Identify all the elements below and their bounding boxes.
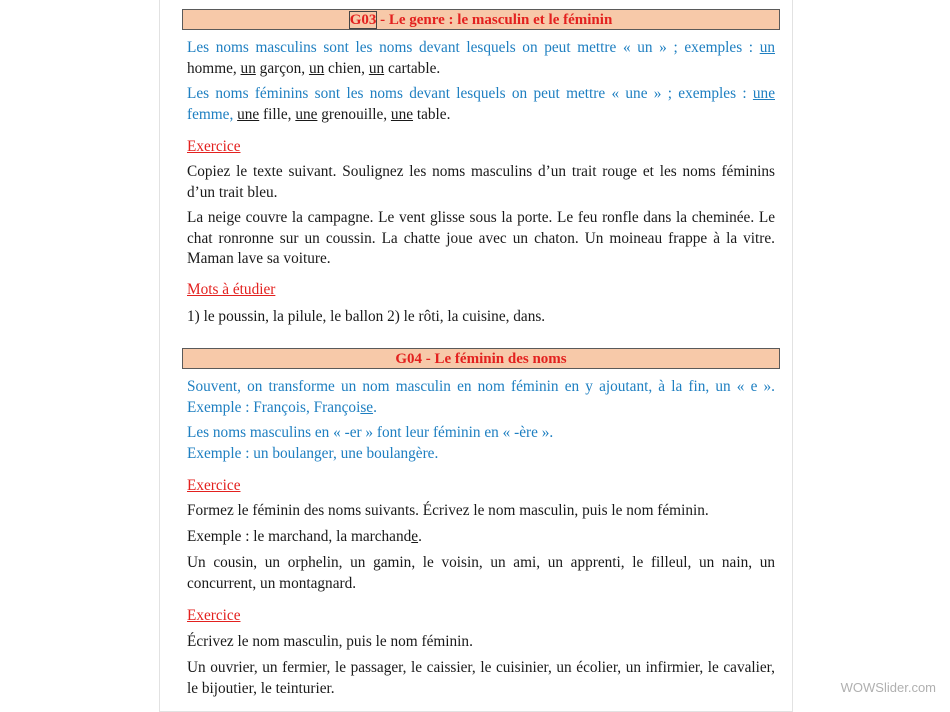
exercise2-label: Exercice xyxy=(187,607,241,624)
rule-feminine: Les noms féminins sont les noms devant lesquels on peut mettre « une » ; exemples : une femme, une fille, une grenouille, une table. xyxy=(187,85,775,123)
rule-add-e: Souvent, on transforme un nom masculin en nom féminin en y ajoutant, à la fin, un « e ». Exemple : François, Françoise. xyxy=(187,378,775,416)
exercise1-example: Exemple : le marchand, la marchande. xyxy=(187,528,422,545)
exercise1-list: Un cousin, un orphelin, un gamin, le voisin, un ami, un apprenti, le filleul, un nain, un concurrent, un montagnard. xyxy=(187,554,775,592)
words-list: 1) le poussin, la pilule, le ballon 2) le rôti, la cuisine, dans. xyxy=(187,308,546,325)
exercise2-list: Un ouvrier, un fermier, le passager, le caissier, le cuisinier, un écolier, un infirmier, le cavalier, le bijoutier, le teinturier. xyxy=(187,659,775,697)
watermark: WOWSlider.com xyxy=(840,680,936,695)
exercise2-instructions: Écrivez le nom masculin, puis le nom féminin. xyxy=(187,633,473,650)
exercise-text: La neige couvre la campagne. Le vent glisse sous la porte. Le feu ronfle dans la cheminée. Le chat ronronne sur un coussin. La chatte joue avec un chaton. Un moineau frappe à la vitre. Maman lave sa voiture. xyxy=(187,209,775,267)
exercise-instructions: Copiez le texte suivant. Soulignez les noms masculins d’un trait rouge et les noms féminins d’un trait bleu. xyxy=(187,163,775,201)
section-code: G03 xyxy=(349,12,377,28)
words-label: Mots à étudier xyxy=(187,281,276,298)
exercise1-instructions: Formez le féminin des noms suivants. Écrivez le nom masculin, puis le nom féminin. xyxy=(187,502,709,519)
exercise-label: Exercice xyxy=(187,138,241,155)
exercise1-label: Exercice xyxy=(187,477,241,494)
rule-er: Les noms masculins en « -er » font leur féminin en « -ère ». Exemple : un boulanger, une boulangère. xyxy=(187,424,554,462)
rule-masculine: Les noms masculins sont les noms devant lesquels on peut mettre « un » ; exemples : un homme, un garçon, un chien, un cartable. xyxy=(187,39,775,77)
section-title: - Le genre : le masculin et le féminin xyxy=(376,12,613,28)
section-header-g04: G04 - Le féminin des noms xyxy=(182,348,780,369)
section-header-g03 xyxy=(182,9,780,30)
